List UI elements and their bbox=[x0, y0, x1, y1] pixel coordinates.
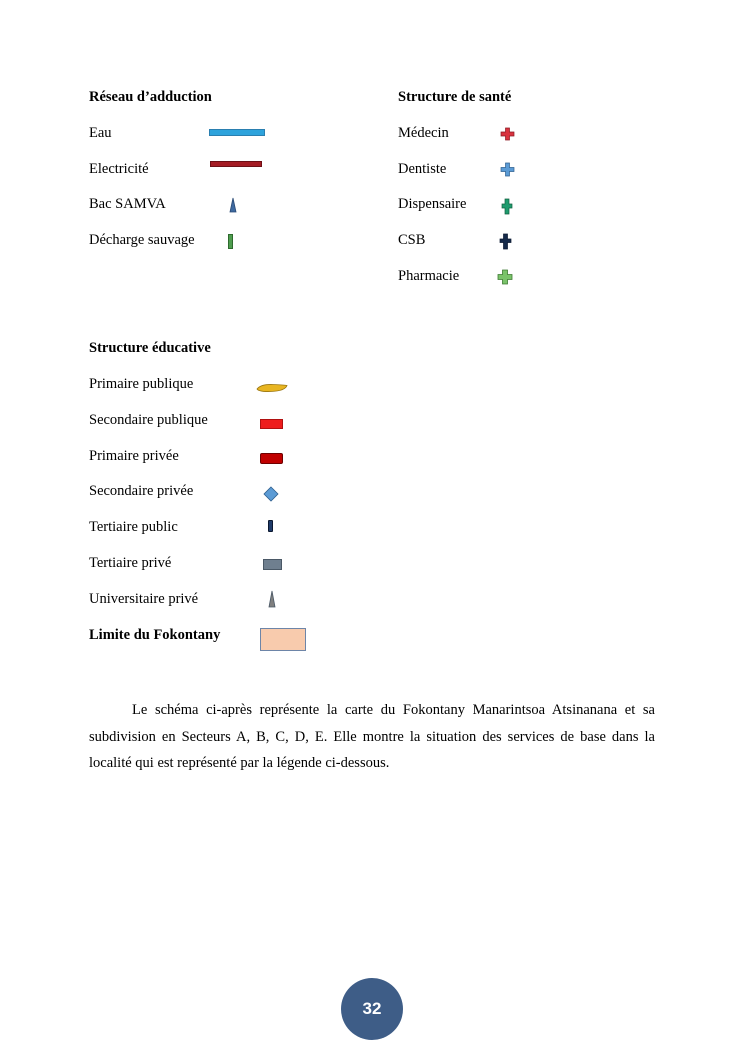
reseau-label-electricite: Electricité bbox=[89, 161, 149, 177]
pharmacie-cross-icon bbox=[497, 269, 513, 285]
edu-label-tertiaire-prive: Tertiaire privé bbox=[89, 555, 172, 571]
sante-label-medecin: Médecin bbox=[398, 125, 449, 141]
water-line-icon bbox=[209, 129, 265, 136]
dentiste-cross-icon bbox=[500, 162, 515, 177]
page-number bbox=[341, 978, 403, 1040]
dump-icon bbox=[228, 234, 233, 249]
description-paragraph bbox=[89, 697, 655, 777]
sante-label-pharmacie: Pharmacie bbox=[398, 268, 460, 284]
sante-label-dispensaire: Dispensaire bbox=[398, 196, 467, 212]
ellipse-icon bbox=[255, 382, 289, 394]
secondaire-publique-rect-icon bbox=[260, 419, 283, 429]
page-number-text: 32 bbox=[362, 999, 382, 1018]
bin-icon bbox=[228, 197, 238, 213]
sante-label-dentiste: Dentiste bbox=[398, 161, 447, 177]
medecin-cross-icon bbox=[500, 127, 515, 141]
reseau-label-bac: Bac SAMVA bbox=[89, 196, 166, 212]
sante-heading: Structure de santé bbox=[398, 89, 512, 105]
edu-label-secondaire-publique: Secondaire publique bbox=[89, 412, 208, 428]
csb-cross-icon bbox=[499, 233, 512, 250]
dispensaire-cross-icon bbox=[501, 198, 513, 215]
diamond-icon bbox=[263, 486, 279, 502]
triangle-icon bbox=[267, 590, 277, 608]
reseau-label-eau: Eau bbox=[89, 125, 112, 141]
edu-label-primaire-publique: Primaire publique bbox=[89, 376, 194, 392]
edu-label-primaire-privee: Primaire privée bbox=[89, 448, 179, 464]
small-rect-icon bbox=[268, 520, 273, 532]
reseau-label-decharge: Décharge sauvage bbox=[89, 232, 195, 248]
rounded-rect-icon bbox=[260, 453, 283, 464]
education-heading: Structure éducative bbox=[89, 340, 211, 356]
paragraph-text: Le schéma ci-après représente la carte du Fokontany Manarintsoa Atsinanana et sa subdivision en Secteurs A, B, C, D, E. Elle montre la situation des services de base dans la localité qui est représenté par la légende ci-dessous. bbox=[89, 702, 655, 771]
edu-label-secondaire-privee: Secondaire privée bbox=[89, 483, 194, 499]
electricity-line-icon bbox=[210, 161, 262, 167]
limite-label: Limite du Fokontany bbox=[89, 627, 221, 643]
limite-area-icon bbox=[260, 628, 306, 651]
sante-label-csb: CSB bbox=[398, 232, 426, 248]
edu-label-tertiaire-public: Tertiaire public bbox=[89, 519, 178, 535]
edu-label-universitaire-prive: Universitaire privé bbox=[89, 591, 199, 607]
tertiaire-prive-rect-icon bbox=[263, 559, 282, 570]
reseau-heading: Réseau d’adduction bbox=[89, 89, 212, 105]
